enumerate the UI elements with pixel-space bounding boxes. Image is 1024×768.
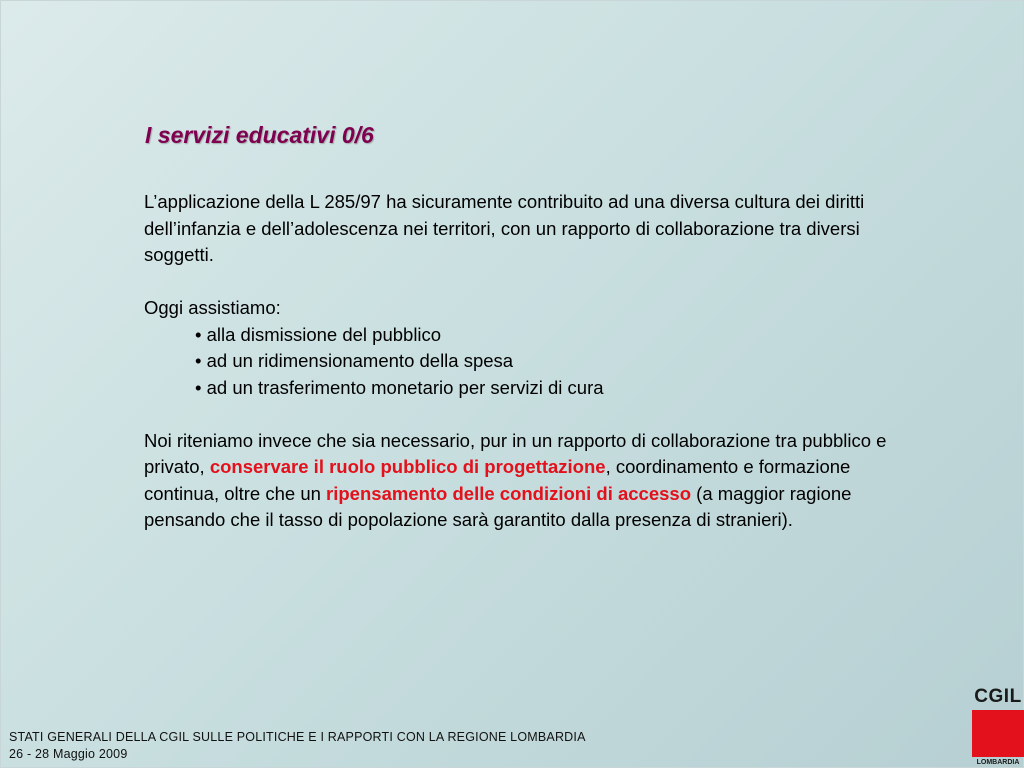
highlight-access-conditions: ripensamento delle condizioni di accesso xyxy=(326,482,692,504)
paragraph-intro: Oggi assistiamo: xyxy=(144,297,281,318)
bullet-item: • ad un trasferimento monetario per servizi di cura xyxy=(195,376,604,398)
text-segment: Noi riteniamo invece che sia necessario, pur in un rapporto di collaborazione tra pubblico e privato, xyxy=(144,429,887,477)
paragraph-conclusion xyxy=(144,428,924,534)
bullet-list xyxy=(144,322,924,402)
paragraph-law-285: L’applicazione della L 285/97 ha sicuramente contribuito ad una diversa cultura dei diritti dell’infanzia e dell’adolescenza nei territori, con un rapporto di collaborazione tra diversi soggetti. xyxy=(144,191,865,265)
cgil-logo xyxy=(972,686,1024,768)
logo-wordmark: CGIL xyxy=(974,686,1022,707)
bullet-item: • ad un ridimensionamento della spesa xyxy=(195,350,514,371)
logo-red-block xyxy=(972,710,1024,757)
footer-event-dates: 26 - 28 Maggio 2009 xyxy=(9,747,128,761)
highlight-public-role: conservare il ruolo pubblico di progettazione xyxy=(209,456,606,477)
text-segment: , coordinamento e formazione continua, oltre che un xyxy=(144,456,851,504)
logo-region-label: LOMBARDIA xyxy=(976,759,1020,766)
footer-event-title: STATI GENERALI DELLA CGIL SULLE POLITICHE E I RAPPORTI CON LA REGIONE LOMBARDIA xyxy=(9,730,586,744)
bullet-item: • alla dismissione del pubblico xyxy=(195,323,442,345)
text-segment: (a maggior ragione pensando che il tasso di popolazione sarà garantito dalla presenza di stranieri). xyxy=(144,482,852,530)
footer xyxy=(9,729,586,763)
slide-title: I servizi educativi 0/6 xyxy=(145,122,374,148)
slide-body xyxy=(144,189,924,534)
